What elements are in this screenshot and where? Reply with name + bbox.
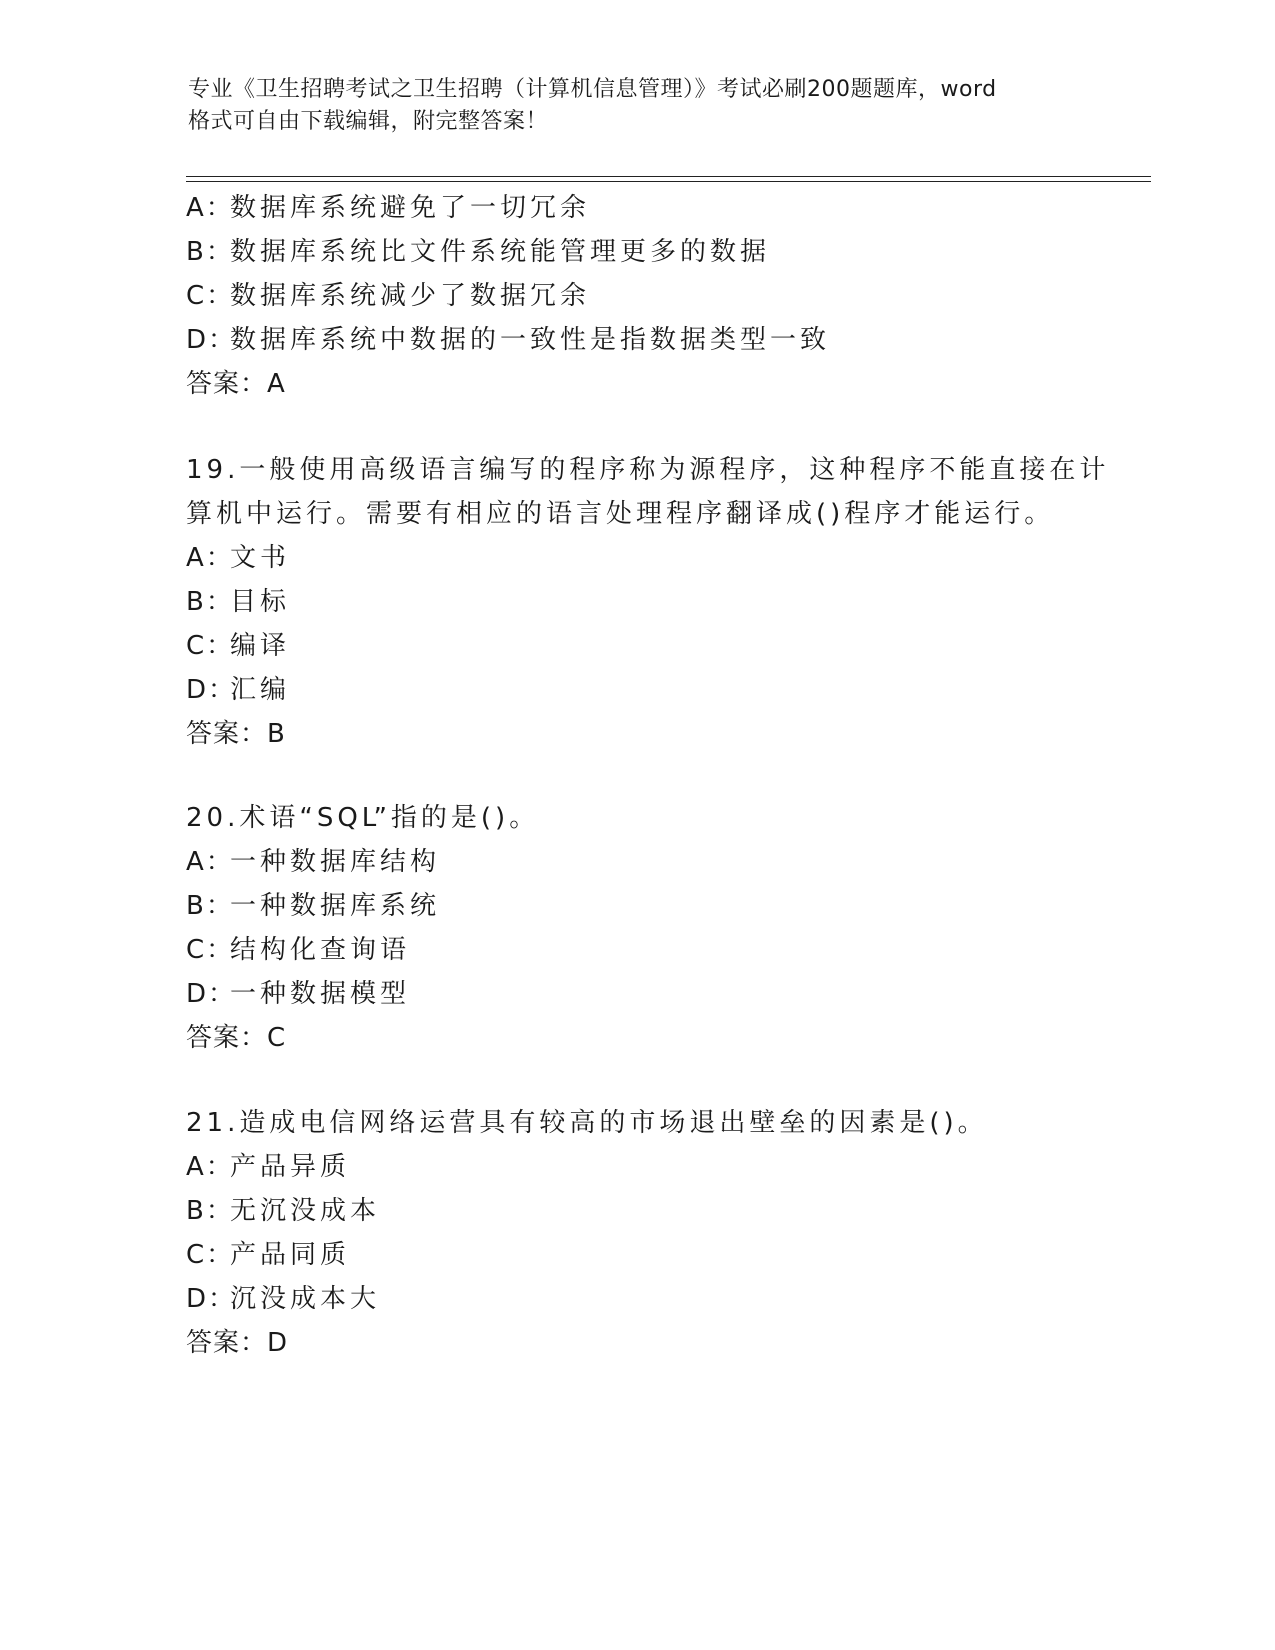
option-c [186,276,590,316]
option-text: 产品同质 [230,1240,351,1270]
option-letter: B： [186,237,234,267]
header-line-2: 格式可自由下载编辑，附完整答案！ [188,109,549,134]
option-d [186,320,830,360]
document-header [188,74,1088,138]
option-letter: D： [186,675,237,705]
option-letter: A： [186,847,234,877]
option-c [186,626,290,666]
question-stem-line-1: 20.术语“SQL”指的是()。 [186,803,540,833]
option-text: 数据库系统中数据的一致性是指数据类型一致 [230,325,831,355]
option-letter: D： [186,1284,237,1314]
option-letter: C： [186,631,235,661]
option-c [186,930,410,970]
option-text: 数据库系统减少了数据冗余 [230,281,591,311]
question-stem-line-1: 21.造成电信网络运营具有较高的市场退出壁垒的因素是()。 [186,1108,988,1138]
answer: 答案：C [186,1023,287,1053]
option-letter: B： [186,587,234,617]
option-letter: A： [186,543,234,573]
option-text: 一种数据库系统 [230,891,441,921]
option-text: 沉没成本大 [230,1284,381,1314]
answer: 答案：A [186,369,286,399]
question-stem-line-1: 19.一般使用高级语言编写的程序称为源程序，这种程序不能直接在计 [186,455,1110,485]
option-text: 产品异质 [230,1152,351,1182]
option-letter: D： [186,979,237,1009]
option-letter: A： [186,1152,234,1182]
option-text: 编译 [230,631,291,661]
option-b [186,1191,380,1231]
option-a [186,842,440,882]
question-stem-line-2: 算机中运行。需要有相应的语言处理程序翻译成()程序才能运行。 [186,499,1055,529]
option-d [186,670,290,710]
option-c [186,1235,350,1275]
option-b [186,886,440,926]
option-b [186,582,290,622]
header-line-1: 专业《卫生招聘考试之卫生招聘（计算机信息管理）》考试必刷200题题库，word [188,77,997,102]
option-letter: D： [186,325,237,355]
option-letter: B： [186,1196,234,1226]
option-text: 数据库系统比文件系统能管理更多的数据 [230,237,771,267]
option-text: 结构化查询语 [230,935,411,965]
option-text: 数据库系统避免了一切冗余 [230,193,591,223]
option-text: 一种数据库结构 [230,847,441,877]
option-letter: B： [186,891,234,921]
option-text: 文书 [230,543,291,573]
option-d [186,1279,380,1319]
option-text: 汇编 [230,675,291,705]
header-divider-top [186,176,1151,177]
option-letter: C： [186,935,235,965]
answer: 答案：B [186,719,286,749]
option-letter: A： [186,193,234,223]
option-letter: C： [186,1240,235,1270]
option-letter: C： [186,281,235,311]
header-divider-bottom [186,181,1151,182]
option-a [186,1147,350,1187]
option-a [186,538,290,578]
option-a [186,188,590,228]
option-b [186,232,770,272]
option-text: 一种数据模型 [230,979,411,1009]
option-d [186,974,410,1014]
option-text: 无沉没成本 [230,1196,381,1226]
answer: 答案：D [186,1328,289,1358]
option-text: 目标 [230,587,291,617]
